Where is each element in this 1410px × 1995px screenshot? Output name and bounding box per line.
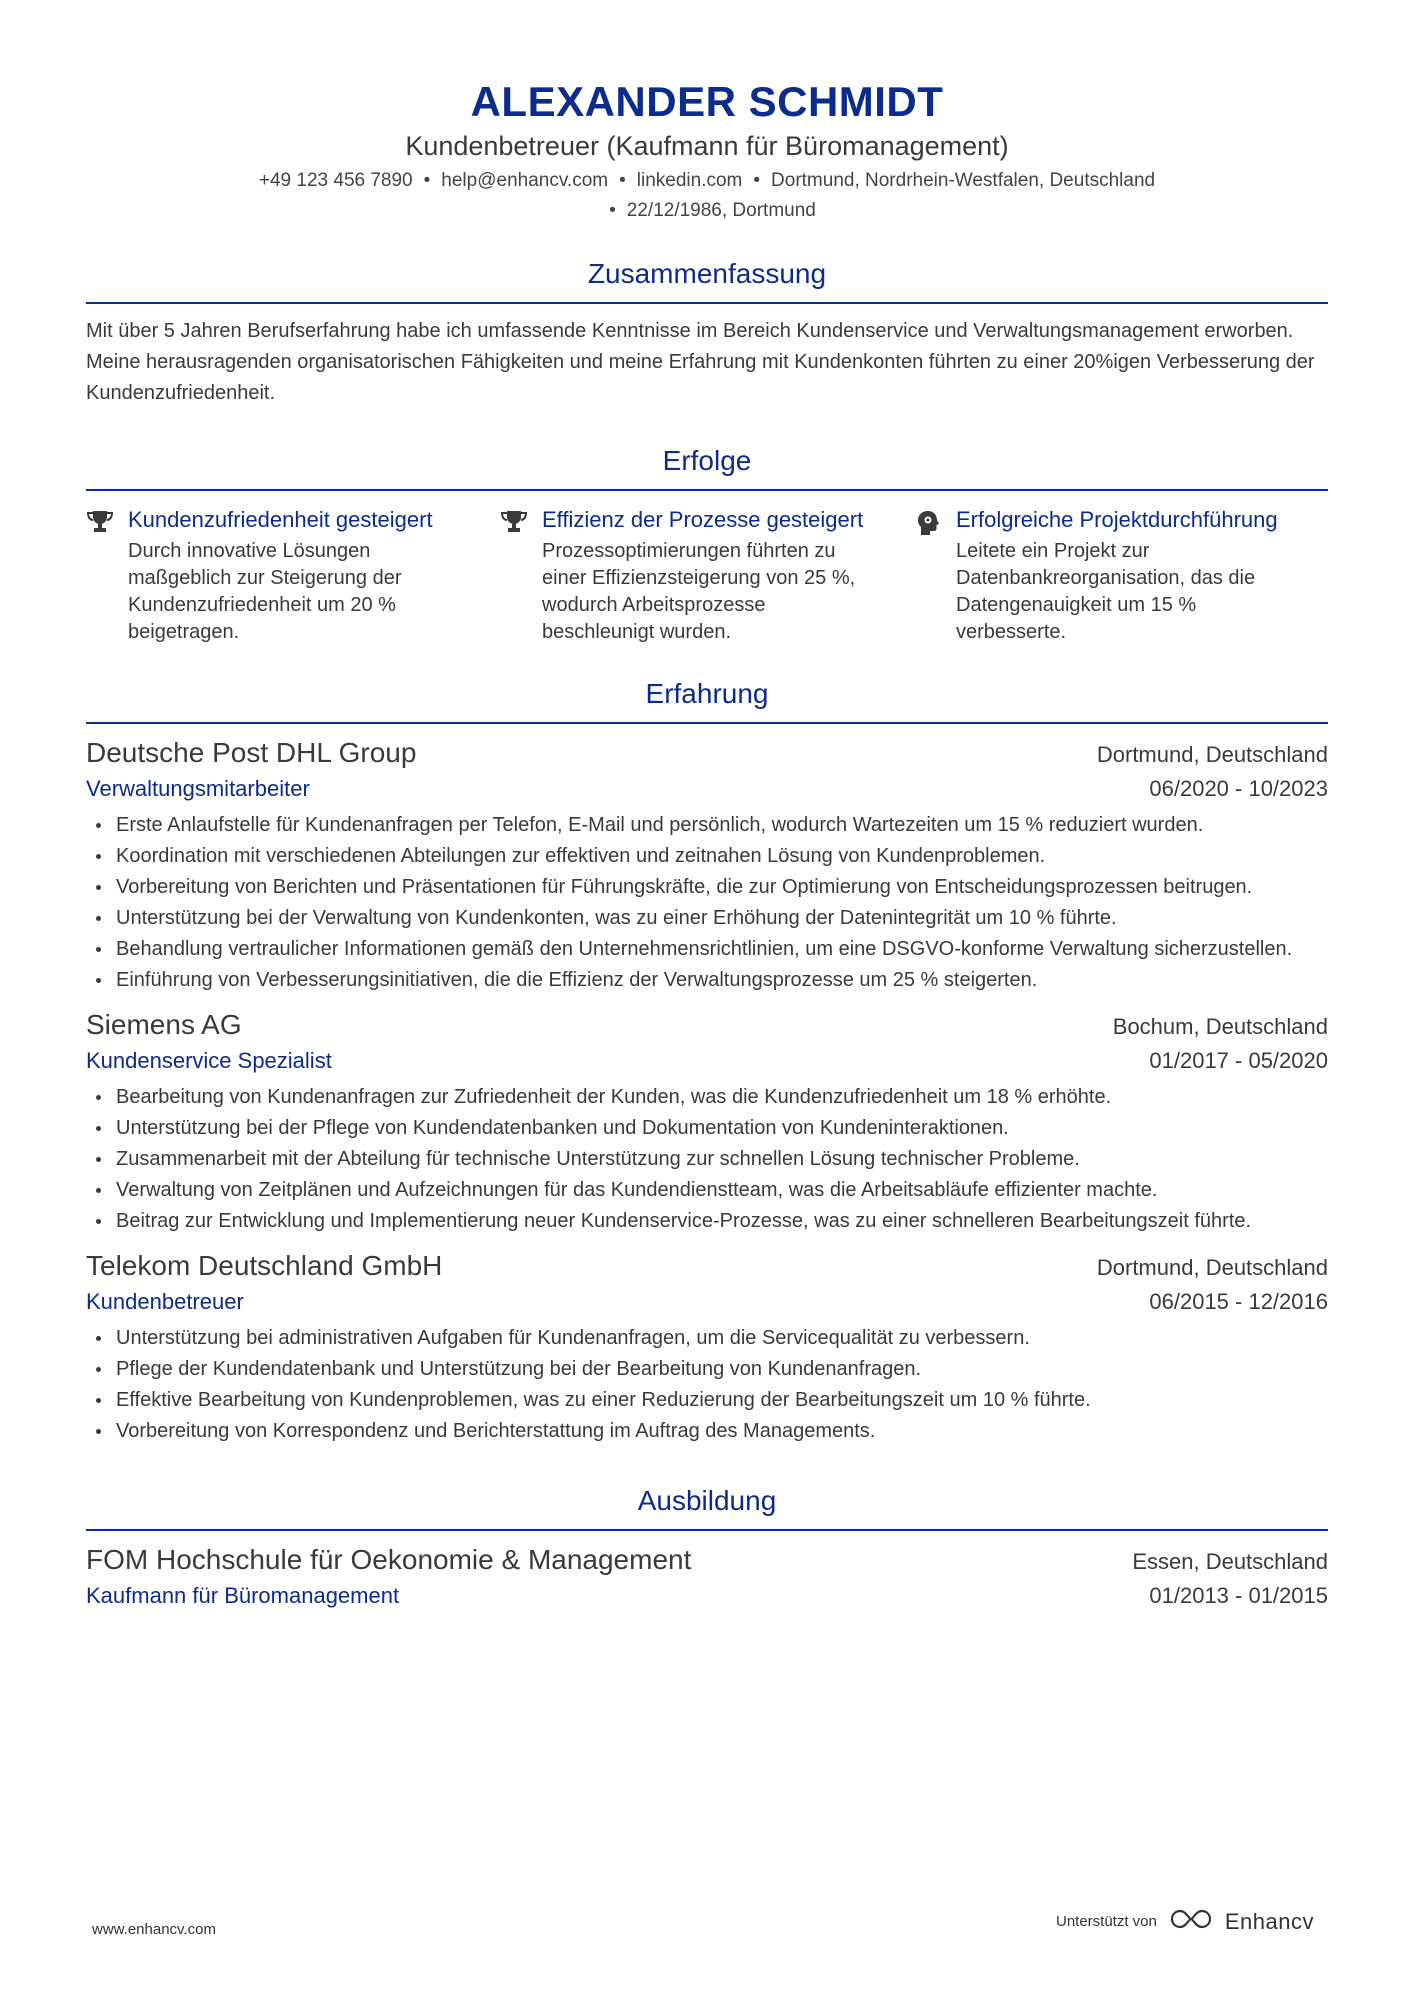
- bullet-item: Effektive Bearbeitung von Kundenproblemen, was zu einer Reduzierung der Bearbeitungszeit um 10 % führte.: [116, 1385, 1328, 1416]
- bullet-item: Beitrag zur Entwicklung und Implementierung neuer Kundenservice-Prozesse, was zu einer schnelleren Bearbeitungszeit führte.: [116, 1206, 1328, 1237]
- bullet-item: Vorbereitung von Korrespondenz und Berichterstattung im Auftrag des Managements.: [116, 1416, 1328, 1447]
- separator-dot: •: [619, 170, 626, 191]
- trophy-icon: [86, 505, 128, 646]
- bullet-item: Vorbereitung von Berichten und Präsentationen für Führungskräfte, die zur Optimierung von Entscheidungsprozessen beitrugen.: [116, 872, 1328, 903]
- achievements-section: [86, 443, 1328, 646]
- section-title-experience: Erfahrung: [645, 678, 769, 709]
- company-name: Telekom Deutschland GmbH: [86, 1250, 443, 1281]
- separator-dot: •: [423, 170, 431, 191]
- phone: +49 123 456 7890: [258, 170, 413, 191]
- address: Dortmund, Nordrhein-Westfalen, Deutschland: [771, 170, 1156, 191]
- job-location: Dortmund, Deutschland: [1096, 742, 1328, 767]
- separator-dot: •: [609, 200, 616, 221]
- achievement-title: Erfolgreiche Projektdurchführung: [956, 507, 1278, 532]
- school-location: Essen, Deutschland: [1132, 1549, 1328, 1574]
- company-name: Siemens AG: [86, 1009, 242, 1040]
- job-bullets: [86, 1082, 1328, 1237]
- bullet-item: Behandlung vertraulicher Informationen gemäß den Unternehmensrichtlinien, um eine DSGVO-konforme Verwaltung sicherzustellen.: [116, 934, 1328, 965]
- powered-by-label: Unterstützt von: [1055, 1913, 1157, 1930]
- section-divider: [86, 722, 1328, 724]
- trophy-icon: [500, 505, 542, 646]
- job-bullets: [86, 810, 1328, 996]
- education-entry: [86, 1541, 1328, 1613]
- bullet-item: Pflege der Kundendatenbank und Unterstützung bei der Bearbeitung von Kundenanfragen.: [116, 1354, 1328, 1385]
- achievement-item: [86, 505, 500, 646]
- job-dates: 06/2015 - 12/2016: [1149, 1289, 1328, 1314]
- company-name: Deutsche Post DHL Group: [86, 737, 417, 768]
- bullet-item: Unterstützung bei der Verwaltung von Kundenkonten, was zu einer Erhöhung der Datenintegrität um 10 % führte.: [116, 903, 1328, 934]
- job-dates: 01/2017 - 05/2020: [1149, 1048, 1328, 1073]
- bullet-item: Unterstützung bei administrativen Aufgaben für Kundenanfragen, um die Servicequalität zu verbessern.: [116, 1323, 1328, 1354]
- degree: Kaufmann für Büromanagement: [86, 1583, 400, 1608]
- footer-website[interactable]: www.enhancv.com: [92, 1921, 216, 1938]
- achievement-description: Prozessoptimierungen führten zu einer Effizienzsteigerung von 25 %, wodurch Arbeitsprozesse beschleunigt wurden.: [542, 540, 856, 643]
- job-dates: 06/2020 - 10/2023: [1149, 776, 1328, 801]
- achievement-title: Kundenzufriedenheit gesteigert: [128, 507, 433, 532]
- section-divider: [86, 302, 1328, 304]
- bullet-item: Zusammenarbeit mit der Abteilung für technische Unterstützung zur schnellen Lösung technischer Probleme.: [116, 1144, 1328, 1175]
- brain-icon: [914, 505, 956, 646]
- linkedin-link[interactable]: linkedin.com: [636, 170, 743, 191]
- job-role: Kundenservice Spezialist: [86, 1048, 332, 1073]
- achievement-description: Leitete ein Projekt zur Datenbankreorganisation, das die Datengenauigkeit um 15 % verbesserte.: [956, 540, 1256, 643]
- job-location: Bochum, Deutschland: [1112, 1014, 1328, 1039]
- birth-info: 22/12/1986, Dortmund: [626, 200, 816, 221]
- candidate-title: Kundenbetreuer (Kaufmann für Büromanagement): [405, 131, 1009, 161]
- candidate-name: ALEXANDER SCHMIDT: [470, 78, 944, 125]
- contact-line: [86, 166, 1328, 226]
- enhancv-logo-icon: [1169, 1908, 1213, 1935]
- section-divider: [86, 489, 1328, 491]
- summary-text: Mit über 5 Jahren Berufserfahrung habe ich umfassende Kenntnisse im Bereich Kundenservice und Verwaltungsmanagement erworben. Meine herausragenden organisatorischen Fähigkeiten und meine Erfahrung mit Kundenkonten führten zu einer 20%igen Verbesserung der Kundenzufriedenheit.: [86, 320, 1315, 404]
- section-title-education: Ausbildung: [637, 1485, 777, 1516]
- section-title-achievements: Erfolge: [662, 445, 752, 476]
- email-link[interactable]: help@enhancv.com: [441, 170, 609, 191]
- job-role: Kundenbetreuer: [86, 1289, 244, 1314]
- experience-section: [86, 676, 1328, 1447]
- job-entry: [86, 1247, 1328, 1447]
- job-location: Dortmund, Deutschland: [1096, 1255, 1328, 1280]
- bullet-item: Erste Anlaufstelle für Kundenanfragen per Telefon, E-Mail und persönlich, wodurch Wartezeiten um 15 % reduziert wurden.: [116, 810, 1328, 841]
- bullet-item: Einführung von Verbesserungsinitiativen, die die Effizienz der Verwaltungsprozesse um 25 % steigerten.: [116, 965, 1328, 996]
- section-divider: [86, 1529, 1328, 1531]
- achievements-list: [86, 505, 1328, 646]
- education-dates: 01/2013 - 01/2015: [1149, 1583, 1328, 1608]
- bullet-item: Verwaltung von Zeitplänen und Aufzeichnungen für das Kundendienstteam, was die Arbeitsabläufe effizienter machte.: [116, 1175, 1328, 1206]
- school-name: FOM Hochschule für Oekonomie & Management: [86, 1544, 692, 1575]
- bullet-item: Bearbeitung von Kundenanfragen zur Zufriedenheit der Kunden, was die Kundenzufriedenheit um 18 % erhöhte.: [116, 1082, 1328, 1113]
- bullet-item: Koordination mit verschiedenen Abteilungen zur effektiven und zeitnahen Lösung von Kundenproblemen.: [116, 841, 1328, 872]
- achievement-item: [914, 505, 1328, 646]
- bullet-item: Unterstützung bei der Pflege von Kundendatenbanken und Dokumentation von Kundeninteraktionen.: [116, 1113, 1328, 1144]
- brand-name: Enhancv: [1224, 1908, 1314, 1934]
- section-title-summary: Zusammenfassung: [587, 258, 827, 289]
- job-bullets: [86, 1323, 1328, 1447]
- resume-content: [86, 0, 1328, 1613]
- separator-dot: •: [753, 170, 761, 191]
- job-entry: [86, 1006, 1328, 1237]
- achievement-title: Effizienz der Prozesse gesteigert: [542, 507, 864, 532]
- achievement-item: [500, 505, 914, 646]
- job-role: Verwaltungsmitarbeiter: [86, 776, 310, 801]
- education-section: [86, 1483, 1328, 1613]
- achievement-description: Durch innovative Lösungen maßgeblich zur Steigerung der Kundenzufriedenheit um 20 % beigetragen.: [128, 540, 402, 643]
- footer-branding: [1056, 1908, 1314, 1935]
- summary-section: [86, 256, 1328, 409]
- job-entry: [86, 734, 1328, 996]
